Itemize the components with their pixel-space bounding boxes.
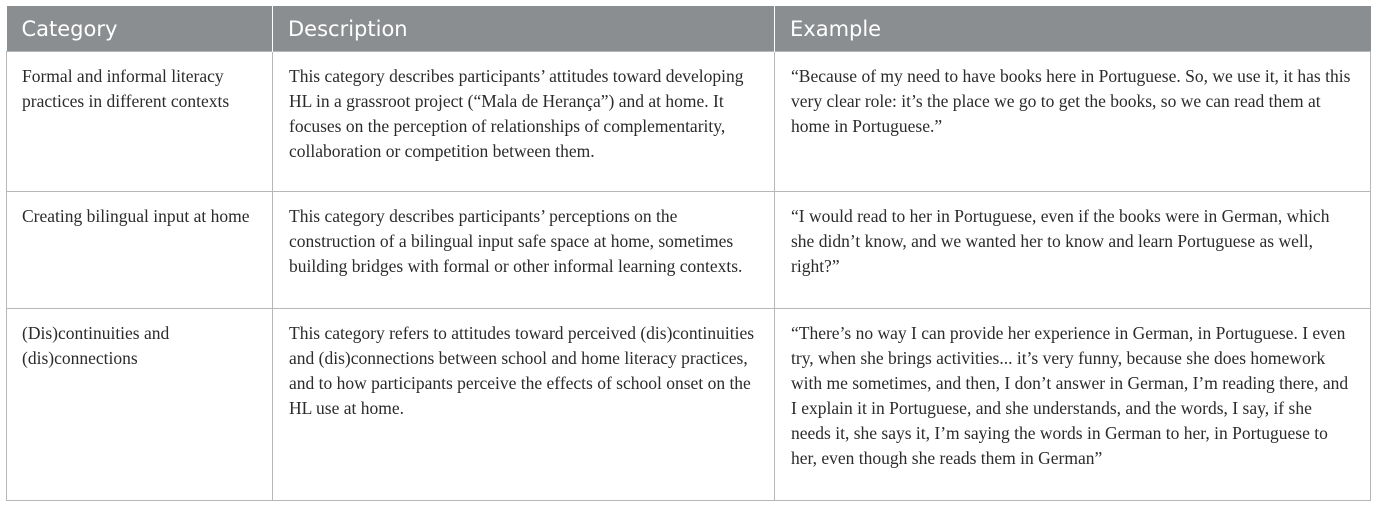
cell-category: (Dis)continuities and (dis)connections bbox=[7, 309, 273, 501]
table-row bbox=[7, 52, 1371, 192]
cell-category: Formal and informal literacy practices in different contexts bbox=[7, 52, 273, 192]
header-category: Category bbox=[7, 6, 273, 52]
table-body bbox=[7, 52, 1371, 501]
header-row bbox=[7, 6, 1371, 52]
header-description: Description bbox=[273, 6, 775, 52]
table-row bbox=[7, 309, 1371, 501]
cell-description: This category refers to attitudes toward perceived (dis)continuities and (dis)connections between school and home literacy practices, and to how participants perceive the effects of school onset on the HL use at home. bbox=[273, 309, 775, 501]
table-row bbox=[7, 192, 1371, 309]
cell-description: This category describes participants’ attitudes toward developing HL in a grassroot project (“Mala de Herança”) and at home. It focuses on the perception of relationships of complementarity, collaboration or competition between them. bbox=[273, 52, 775, 192]
category-table bbox=[6, 6, 1371, 501]
table-header bbox=[7, 6, 1371, 52]
header-example: Example bbox=[775, 6, 1371, 52]
cell-example: “I would read to her in Portuguese, even if the books were in German, which she didn’t know, and we wanted her to know and learn Portuguese as well, right?” bbox=[775, 192, 1371, 309]
cell-description: This category describes participants’ perceptions on the construction of a bilingual input safe space at home, sometimes building bridges with formal or other informal learning contexts. bbox=[273, 192, 775, 309]
cell-example: “There’s no way I can provide her experience in German, in Portuguese. I even try, when she brings activities... it’s very funny, because she does homework with me sometimes, and then, I don’t answer in German, I’m reading there, and I explain it in Portuguese, and she understands, and the words, I say, if she needs it, she says it, I’m saying the words in German to her, in Portuguese to her, even though she reads them in German” bbox=[775, 309, 1371, 501]
cell-category: Creating bilingual input at home bbox=[7, 192, 273, 309]
cell-example: “Because of my need to have books here in Portuguese. So, we use it, it has this very clear role: it’s the place we go to get the books, so we can read them at home in Portuguese.” bbox=[775, 52, 1371, 192]
